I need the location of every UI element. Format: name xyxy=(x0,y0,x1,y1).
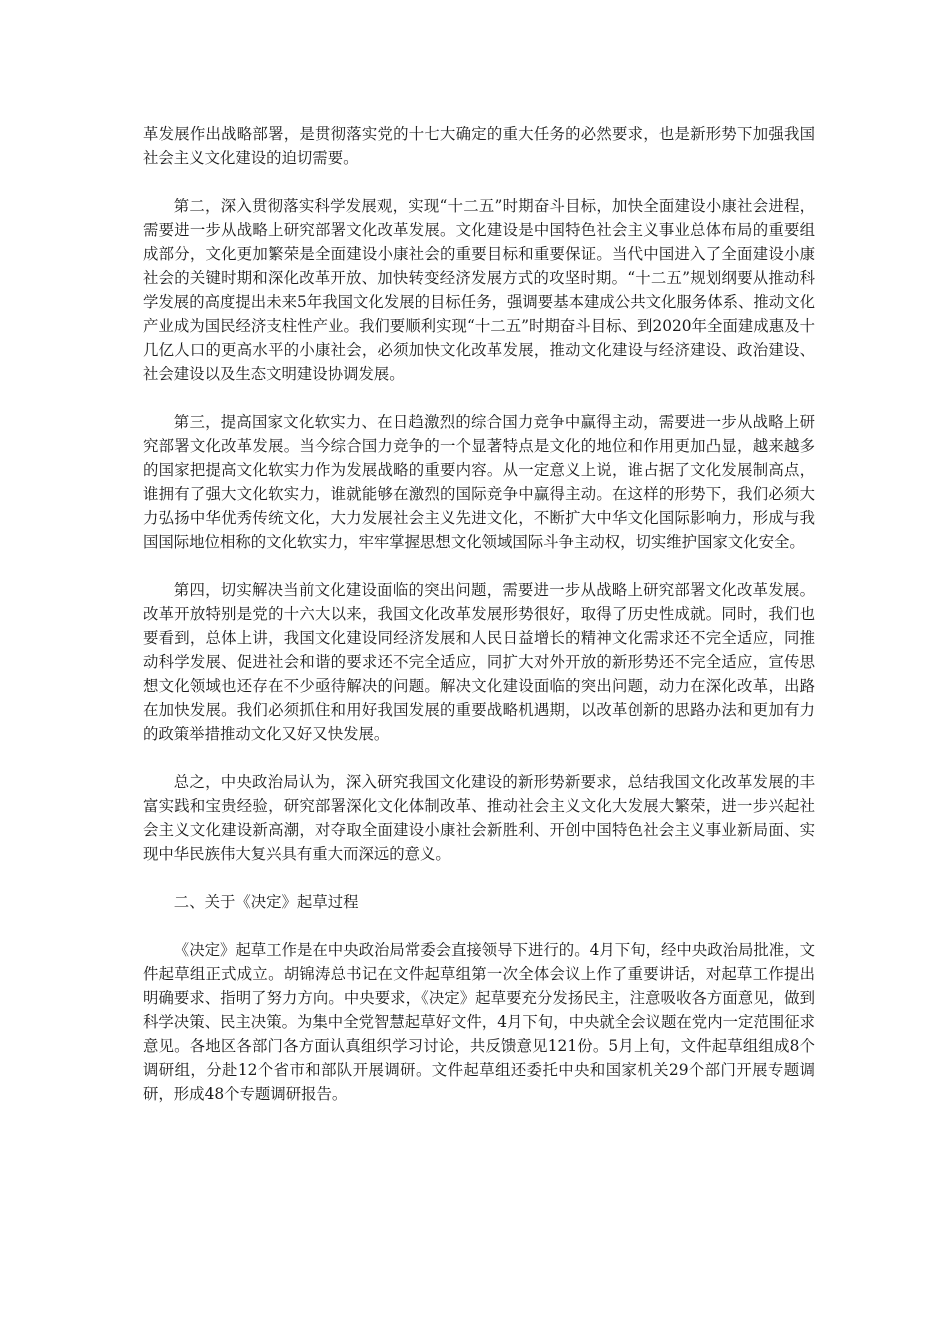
section-heading: 二、关于《决定》起草过程 xyxy=(173,893,359,911)
paragraph-drafting-process: 《决定》起草工作是在中央政治局常委会直接领导下进行的。4月下旬，经中央政治局批准，文件起草组正式成立。胡锦涛总书记在文件起草组第一次全体会议上作了重要讲话，对起草工作提出明确要求、指明了努力方向。中央要求，《决定》起草要充分发扬民主，注意吸收各方面意见，做到科学决策、民主决策。为集中全党智慧起草好文件，4月下旬，中央就全会议题在党内一定范围征求意见。各地区各部门各方面认真组织学习讨论，共反馈意见121份。5月上旬，文件起草组组成8个调研组，分赴12个省市和部队开展调研。文件起草组还委托中央和国家机关29个部门开展专题调研，形成48个专题调研报告。 xyxy=(143,941,815,1103)
paragraph-continuation: 革发展作出战略部署，是贯彻落实党的十七大确定的重大任务的必然要求，也是新形势下加强我国社会主义文化建设的迫切需要。 xyxy=(143,125,815,167)
document-body xyxy=(143,122,815,1106)
paragraph-third-point: 第三，提高国家文化软实力、在日趋激烈的综合国力竞争中赢得主动，需要进一步从战略上研究部署文化改革发展。当今综合国力竞争的一个显著特点是文化的地位和作用更加凸显，越来越多的国家把提高文化软实力作为发展战略的重要内容。从一定意义上说，谁占据了文化发展制高点，谁拥有了强大文化软实力，谁就能够在激烈的国际竞争中赢得主动。在这样的形势下，我们必须大力弘扬中华优秀传统文化，大力发展社会主义先进文化，不断扩大中华文化国际影响力，形成与我国国际地位相称的文化软实力，牢牢掌握思想文化领域国际斗争主动权，切实维护国家文化安全。 xyxy=(143,413,815,551)
paragraph-summary: 总之，中央政治局认为，深入研究我国文化建设的新形势新要求，总结我国文化改革发展的丰富实践和宝贵经验，研究部署深化文化体制改革、推动社会主义文化大发展大繁荣，进一步兴起社会主义文化建设新高潮，对夺取全面建设小康社会新胜利、开创中国特色社会主义事业新局面、实现中华民族伟大复兴具有重大而深远的意义。 xyxy=(143,773,815,863)
paragraph-fourth-point: 第四，切实解决当前文化建设面临的突出问题，需要进一步从战略上研究部署文化改革发展。改革开放特别是党的十六大以来，我国文化改革发展形势很好，取得了历史性成就。同时，我们也要看到，总体上讲，我国文化建设同经济发展和人民日益增长的精神文化需求还不完全适应，同推动科学发展、促进社会和谐的要求还不完全适应，同扩大对外开放的新形势还不完全适应，宣传思想文化领域也还存在不少亟待解决的问题。解决文化建设面临的突出问题，动力在深化改革，出路在加快发展。我们必须抓住和用好我国发展的重要战略机遇期，以改革创新的思路办法和更加有力的政策举措推动文化又好又快发展。 xyxy=(143,581,815,743)
paragraph-second-point: 第二，深入贯彻落实科学发展观，实现“十二五”时期奋斗目标，加快全面建设小康社会进程，需要进一步从战略上研究部署文化改革发展。文化建设是中国特色社会主义事业总体布局的重要组成部分，文化更加繁荣是全面建设小康社会的重要目标和重要保证。当代中国进入了全面建设小康社会的关键时期和深化改革开放、加快转变经济发展方式的攻坚时期。“十二五”规划纲要从推动科学发展的高度提出未来5年我国文化发展的目标任务，强调要基本建成公共文化服务体系、推动文化产业成为国民经济支柱性产业。我们要顺利实现“十二五”时期奋斗目标、到2020年全面建成惠及十几亿人口的更高水平的小康社会，必须加快文化改革发展，推动文化建设与经济建设、政治建设、社会建设以及生态文明建设协调发展。 xyxy=(143,197,815,383)
